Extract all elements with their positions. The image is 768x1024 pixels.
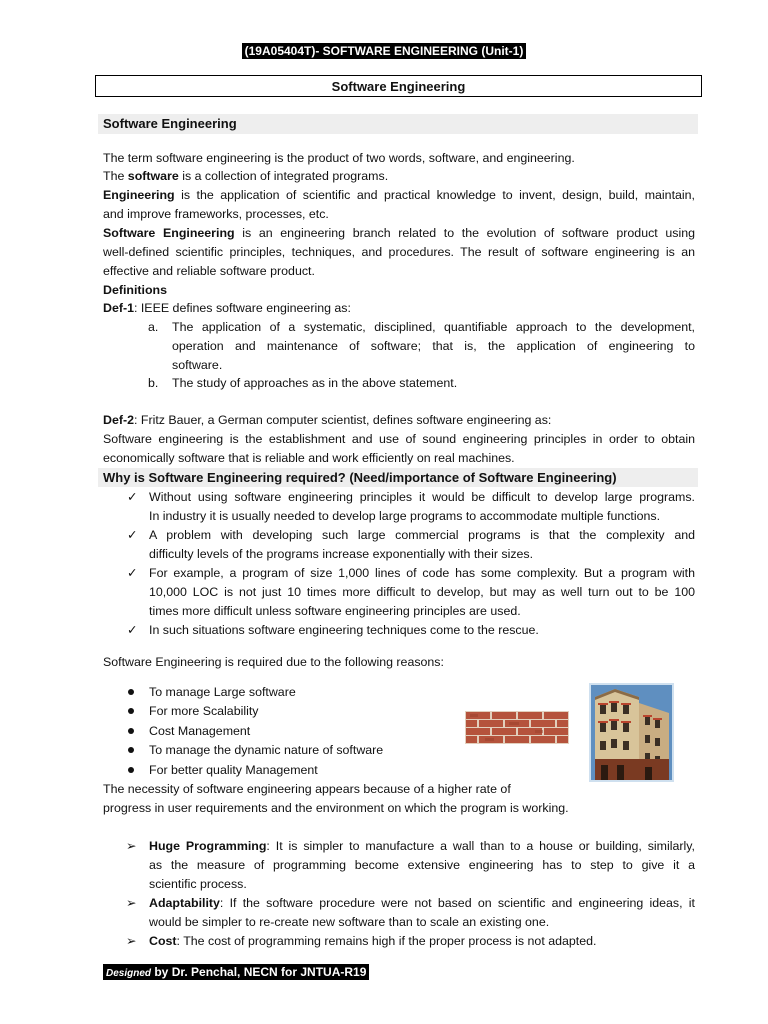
section-heading-software-engineering: Software Engineering [98, 114, 698, 134]
reason-item-3: Cost Management [149, 724, 251, 738]
reason-item-2: For more Scalability [149, 704, 259, 718]
check-item-3-line2: 10,000 LOC is not just 10 times more difficult to develop, but may as well turn out to be 100 [149, 585, 695, 599]
page-header [0, 44, 768, 58]
paragraph-se-line1: Software Engineering is an engineering branch related to the evolution of software product using [103, 226, 696, 240]
paragraph-engineering-line1: Engineering is the application of scientific and practical knowledge to invent, design, build, maintain, [103, 188, 695, 202]
reason-item-4: To manage the dynamic nature of software [149, 743, 384, 757]
check-icon: ✓ [127, 490, 138, 504]
def1-marker-b: b. [148, 376, 159, 390]
def2-line: Def-2: Fritz Bauer, a German computer scientist, defines software engineering as: [103, 413, 552, 427]
check-item-2-line1: A problem with developing such large commercial programs is that the complexity and [149, 528, 695, 542]
def1-marker-a: a. [148, 320, 159, 334]
brick-wall-image [465, 711, 569, 744]
arrow-icon: ➢ [126, 934, 137, 948]
bullet-dot [128, 767, 134, 773]
necessity-line2: progress in user requirements and the environment on which the program is working. [103, 801, 569, 815]
paragraph-software: The software is a collection of integrated programs. [103, 169, 389, 183]
point-huge-programming-line2: as the measure of programming become extensive engineering has to step to give it a [149, 858, 695, 872]
check-icon: ✓ [127, 528, 138, 542]
paragraph-engineering-line2: and improve frameworks, processes, etc. [103, 207, 329, 221]
reason-item-1: To manage Large software [149, 685, 296, 699]
check-item-3-line1: For example, a program of size 1,000 lines of code has some complexity. But a program with [149, 566, 695, 580]
point-adaptability-line2: would be simpler to re-create new software than to scale an existing one. [149, 915, 550, 929]
reasons-intro: Software Engineering is required due to the following reasons: [103, 655, 444, 669]
def2-text-line1: Software engineering is the establishment and use of sound engineering principles in order to obtain [103, 432, 695, 446]
necessity-line1: The necessity of software engineering appears because of a higher rate of [103, 782, 511, 796]
check-item-1-line1: Without using software engineering principles it would be difficult to develop large programs. [149, 490, 695, 504]
paragraph-se-line3: effective and reliable software product. [103, 264, 315, 278]
bullet-dot [128, 708, 134, 714]
check-icon: ✓ [127, 623, 138, 637]
def1-b-line1: The study of approaches as in the above statement. [172, 376, 458, 390]
paragraph-term: The term software engineering is the product of two words, software, and engineering. [103, 151, 575, 165]
def1-line: Def-1: IEEE defines software engineering as: [103, 301, 351, 315]
bullet-dot [128, 728, 134, 734]
page-footer [103, 965, 369, 979]
arrow-icon: ➢ [126, 839, 137, 853]
point-huge-programming-line3: scientific process. [149, 877, 247, 891]
building-image [589, 683, 674, 782]
bullet-dot [128, 747, 134, 753]
paragraph-se-line2: well-defined scientific principles, techniques, and procedures. The result of software engineering is an [103, 245, 695, 259]
reason-item-5: For better quality Management [149, 763, 318, 777]
check-icon: ✓ [127, 566, 138, 580]
point-huge-programming-line1: Huge Programming: It is simpler to manufacture a wall than to a house or building, similarly, [149, 839, 695, 853]
arrow-icon: ➢ [126, 896, 137, 910]
check-item-4-line1: In such situations software engineering techniques come to the rescue. [149, 623, 539, 637]
check-item-3-line3: times more difficult unless software engineering principles are used. [149, 604, 521, 618]
point-cost-line1: Cost: The cost of programming remains high if the proper process is not adapted. [149, 934, 597, 948]
point-adaptability-line1: Adaptability: If the software procedure were not based on scientific and engineering ideas, it [149, 896, 695, 910]
def1-a-line2: operation and maintenance of software; that is, the application of engineering to [172, 339, 695, 353]
section-heading-why-required: Why is Software Engineering required? (Need/importance of Software Engineering) [98, 468, 698, 487]
check-item-2-line2: difficulty levels of the programs increase exponentially with their sizes. [149, 547, 534, 561]
check-item-1-line2: In industry it is usually needed to develop large programs to accommodate multiple functions. [149, 509, 661, 523]
def2-text-line2: economically software that is reliable and work efficiently on real machines. [103, 451, 515, 465]
unit-title: (19A05404T)- SOFTWARE ENGINEERING (Unit-1) [242, 43, 527, 59]
def1-a-line1: The application of a systematic, disciplined, quantifiable approach to the development, [172, 320, 695, 334]
definitions-label: Definitions [103, 283, 168, 297]
bullet-dot [128, 689, 134, 695]
def1-a-line3: software. [172, 358, 223, 372]
footer-credit: Designed by Dr. Penchal, NECN for JNTUA-R19 [103, 964, 369, 980]
document-title: Software Engineering [95, 75, 702, 97]
